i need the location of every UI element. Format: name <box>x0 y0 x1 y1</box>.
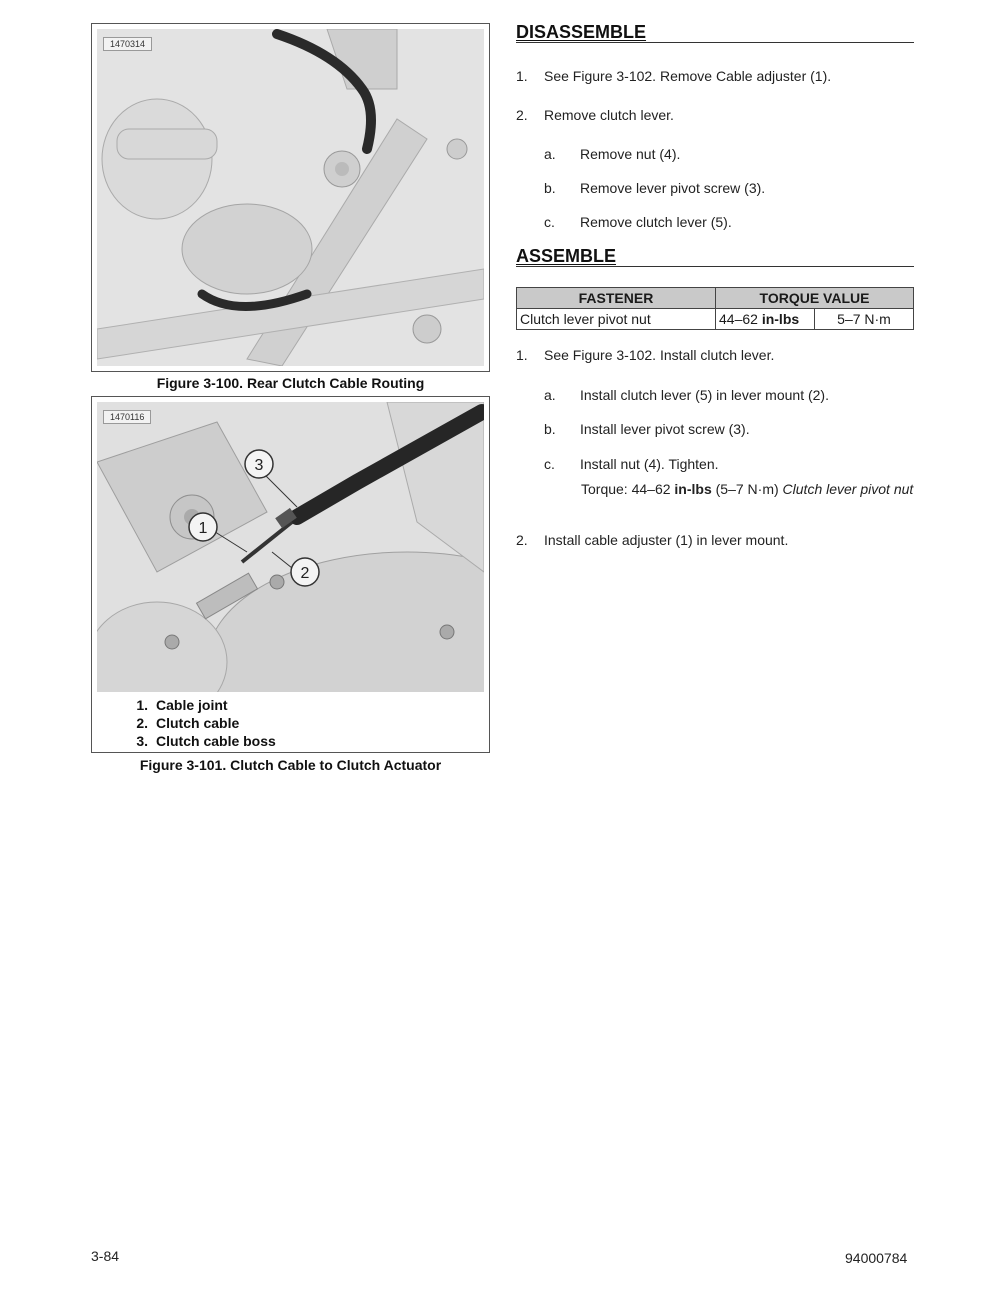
clutch-actuator-illustration <box>97 402 484 692</box>
torque-metric-cell: 5–7 N·m <box>815 309 914 330</box>
torque-note-fastener: Clutch lever pivot nut <box>782 481 914 497</box>
figure-100-caption: Figure 3-100. Rear Clutch Cable Routing <box>156 375 425 391</box>
legend-label: Cable joint <box>156 697 228 713</box>
figure-101-legend <box>112 697 276 751</box>
assemble-step-1 <box>516 346 774 364</box>
step-text: See Figure 3-102. Remove Cable adjuster (1). <box>544 68 832 84</box>
substep-letter: b. <box>544 421 556 437</box>
torque-table <box>516 287 914 330</box>
figure-101-image <box>97 402 484 692</box>
substep-text: Install lever pivot screw (3). <box>580 421 750 437</box>
fastener-cell: Clutch lever pivot nut <box>517 309 716 330</box>
substep-letter: b. <box>544 180 556 196</box>
figure-101-id: 1470116 <box>103 410 151 424</box>
figure-101-frame <box>91 396 490 753</box>
disassemble-step-2 <box>516 106 674 124</box>
substep-letter: c. <box>544 456 555 472</box>
legend-num: 2. <box>136 715 148 731</box>
legend-item <box>112 715 276 733</box>
torque-inlbs-value: 44–62 <box>719 311 758 327</box>
step-number: 2. <box>516 532 528 548</box>
step-text: Remove clutch lever. <box>544 107 674 123</box>
disassemble-step-1 <box>516 67 831 85</box>
torque-table-header <box>517 288 914 309</box>
figure-101-caption: Figure 3-101. Clutch Cable to Clutch Actuator <box>139 757 442 773</box>
disassemble-substep-c <box>544 213 732 231</box>
torque-value-column-header: TORQUE VALUE <box>716 288 914 309</box>
assemble-substep-a <box>544 386 829 404</box>
substep-letter: a. <box>544 387 556 403</box>
assemble-heading: ASSEMBLE <box>516 246 914 267</box>
assemble-step-2 <box>516 531 788 549</box>
page-number: 3-84 <box>91 1248 120 1264</box>
assemble-substep-b <box>544 420 750 438</box>
disassemble-substep-b <box>544 179 765 197</box>
legend-item <box>112 697 276 715</box>
substep-text: Remove lever pivot screw (3). <box>580 180 766 196</box>
legend-label: Clutch cable boss <box>156 733 276 749</box>
figure-100-frame <box>91 23 490 372</box>
step-text: See Figure 3-102. Install clutch lever. <box>544 347 775 363</box>
torque-note-metric: (5–7 N·m) <box>711 481 783 497</box>
step-number: 1. <box>516 68 528 84</box>
torque-inlbs-unit: in-lbs <box>761 311 800 327</box>
figure-100-image <box>97 29 484 366</box>
callout-1-label: 1 <box>198 520 208 537</box>
step-text: Install cable adjuster (1) in lever mount. <box>544 532 789 548</box>
callout-2-label: 2 <box>300 565 310 582</box>
legend-label: Clutch cable <box>156 715 240 731</box>
torque-note-prefix: Torque: 44–62 <box>581 481 675 497</box>
fastener-column-header: FASTENER <box>517 288 716 309</box>
step-number: 2. <box>516 107 528 123</box>
figure-100-id: 1470314 <box>103 37 152 51</box>
substep-text: Install nut (4). Tighten. <box>580 456 719 472</box>
legend-num: 3. <box>136 733 148 749</box>
document-number: 94000784 <box>845 1250 908 1266</box>
substep-letter: a. <box>544 146 556 162</box>
disassemble-substep-a <box>544 145 680 163</box>
torque-note-unit: in-lbs <box>674 481 712 497</box>
substep-text: Remove nut (4). <box>580 146 681 162</box>
torque-inlbs-cell <box>716 309 815 330</box>
legend-num: 1. <box>136 697 148 713</box>
table-row <box>517 309 914 330</box>
legend-item <box>112 733 276 751</box>
substep-letter: c. <box>544 214 555 230</box>
torque-note <box>581 480 917 498</box>
assemble-substep-c <box>544 455 719 473</box>
substep-text: Install clutch lever (5) in lever mount (2). <box>580 387 829 403</box>
step-number: 1. <box>516 347 528 363</box>
rear-clutch-cable-illustration <box>97 29 484 366</box>
disassemble-heading: DISASSEMBLE <box>516 22 914 43</box>
callout-3-label: 3 <box>254 457 264 474</box>
substep-text: Remove clutch lever (5). <box>580 214 732 230</box>
